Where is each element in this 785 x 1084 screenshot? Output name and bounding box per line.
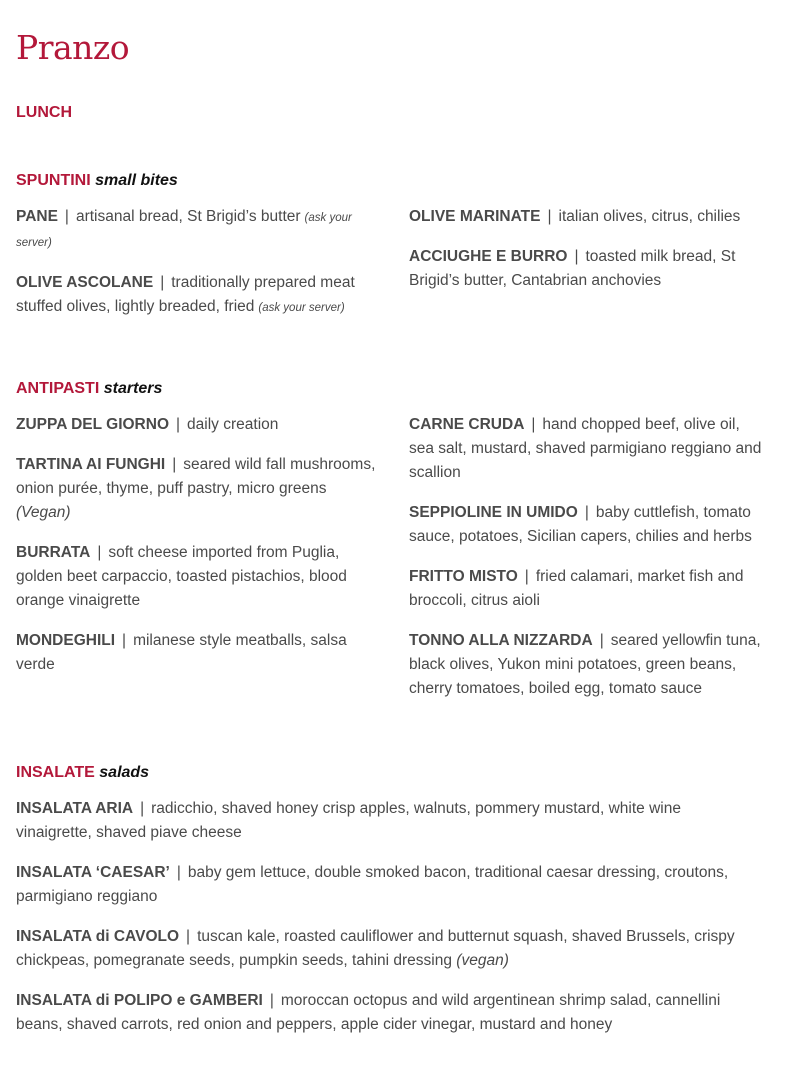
menu-item (16, 861, 756, 909)
item-separator: | (584, 504, 589, 521)
item-description: italian olives, citrus, chilies (558, 208, 741, 225)
item-description: seared wild fall mushrooms, onion purée, thyme, puff pastry, micro greens (16, 456, 376, 497)
item-separator: | (176, 864, 181, 881)
item-description: baby gem lettuce, double smoked bacon, traditional caesar dressing, croutons, parmigiano reggiano (16, 864, 729, 905)
item-separator: | (122, 632, 127, 649)
section-heading-spuntini (16, 172, 178, 190)
section-heading-insalate (16, 764, 149, 782)
item-separator: | (574, 248, 579, 265)
menu-item (16, 271, 376, 320)
menu-item (16, 541, 376, 613)
item-name: BURRATA (16, 544, 91, 561)
item-description: traditionally prepared meat stuffed olives, lightly breaded, fried (16, 274, 355, 315)
item-name: OLIVE ASCOLANE (16, 274, 154, 291)
page-subtitle: LUNCH (16, 104, 72, 121)
menu-item (16, 413, 376, 437)
menu-item (409, 413, 769, 485)
spuntini-right-column (409, 205, 769, 309)
insalate-list (16, 797, 756, 1053)
item-separator: | (97, 544, 102, 561)
section-sublabel: starters (103, 380, 163, 397)
item-separator: | (160, 274, 165, 291)
item-description: toasted milk bread, St Brigid’s butter, Cantabrian anchovies (409, 248, 736, 289)
section-label: INSALATE (16, 764, 95, 781)
item-description: baby cuttlefish, tomato sauce, potatoes, Sicilian capers, chilies and herbs (409, 504, 752, 545)
menu-item (409, 565, 769, 613)
menu-item (409, 629, 769, 701)
menu-item (409, 501, 769, 549)
item-description: fried calamari, market fish and broccoli, citrus aioli (409, 568, 744, 609)
item-separator: | (524, 568, 529, 585)
item-separator: | (547, 208, 552, 225)
section-label: SPUNTINI (16, 172, 91, 189)
antipasti-right-column (409, 413, 769, 717)
menu-item (409, 205, 769, 229)
item-name: PANE (16, 208, 58, 225)
item-separator: | (176, 416, 181, 433)
item-separator: | (186, 928, 191, 945)
item-diet-tag: (vegan) (456, 952, 509, 969)
item-description: moroccan octopus and wild argentinean shrimp salad, cannellini beans, shaved carrots, red onion and peppers, apple cider vinegar, mustard and honey (16, 992, 721, 1033)
menu-item (16, 989, 756, 1037)
item-name: TONNO ALLA NIZZARDA (409, 632, 593, 649)
item-description: artisanal bread, St Brigid’s butter (75, 208, 301, 225)
item-name: CARNE CRUDA (409, 416, 525, 433)
item-name: SEPPIOLINE IN UMIDO (409, 504, 578, 521)
item-description: seared yellowfin tuna, black olives, Yukon mini potatoes, green beans, cherry tomatoes, boiled egg, tomato sauce (409, 632, 761, 697)
item-name: FRITTO MISTO (409, 568, 518, 585)
section-sublabel: salads (99, 764, 150, 781)
menu-item (16, 629, 376, 677)
item-separator: | (172, 456, 177, 473)
item-separator: | (531, 416, 536, 433)
spuntini-left-column (16, 205, 376, 336)
item-note: (ask your server) (16, 212, 352, 249)
item-separator: | (64, 208, 69, 225)
item-diet-tag: (Vegan) (16, 504, 71, 521)
item-name: ZUPPA DEL GIORNO (16, 416, 170, 433)
item-separator: | (599, 632, 604, 649)
item-name: INSALATA ARIA (16, 800, 134, 817)
item-name: ACCIUGHE E BURRO (409, 248, 568, 265)
menu-item (409, 245, 769, 293)
menu-item (16, 925, 756, 973)
item-description: daily creation (187, 416, 279, 433)
item-description: soft cheese imported from Puglia, golden beet carpaccio, toasted pistachios, blood orange vinaigrette (16, 544, 347, 609)
menu-item (16, 205, 376, 255)
antipasti-left-column (16, 413, 376, 693)
menu-item (16, 797, 756, 845)
menu-item (16, 453, 376, 525)
item-name: INSALATA di POLIPO e GAMBERI (16, 992, 263, 1009)
item-note: (ask your server) (258, 302, 345, 314)
section-label: ANTIPASTI (16, 380, 100, 397)
item-description: tuscan kale, roasted cauliflower and butternut squash, shaved Brussels, crispy chickpeas, pomegranate seeds, pumpkin seeds, tahini dressing (16, 928, 735, 969)
item-description: radicchio, shaved honey crisp apples, walnuts, pommery mustard, white wine vinaigrette, shaved piave cheese (16, 800, 681, 841)
section-sublabel: small bites (95, 172, 178, 189)
section-heading-antipasti (16, 380, 162, 398)
item-name: INSALATA ‘CAESAR’ (16, 864, 170, 881)
item-description: milanese style meatballs, salsa verde (16, 632, 347, 673)
item-description: hand chopped beef, olive oil, sea salt, mustard, shaved parmigiano reggiano and scallion (409, 416, 762, 481)
item-separator: | (140, 800, 145, 817)
item-name: MONDEGHILI (16, 632, 116, 649)
item-separator: | (269, 992, 274, 1009)
item-name: OLIVE MARINATE (409, 208, 541, 225)
item-name: INSALATA di CAVOLO (16, 928, 180, 945)
item-name: TARTINA AI FUNGHI (16, 456, 166, 473)
page-title: Pranzo (16, 28, 130, 67)
